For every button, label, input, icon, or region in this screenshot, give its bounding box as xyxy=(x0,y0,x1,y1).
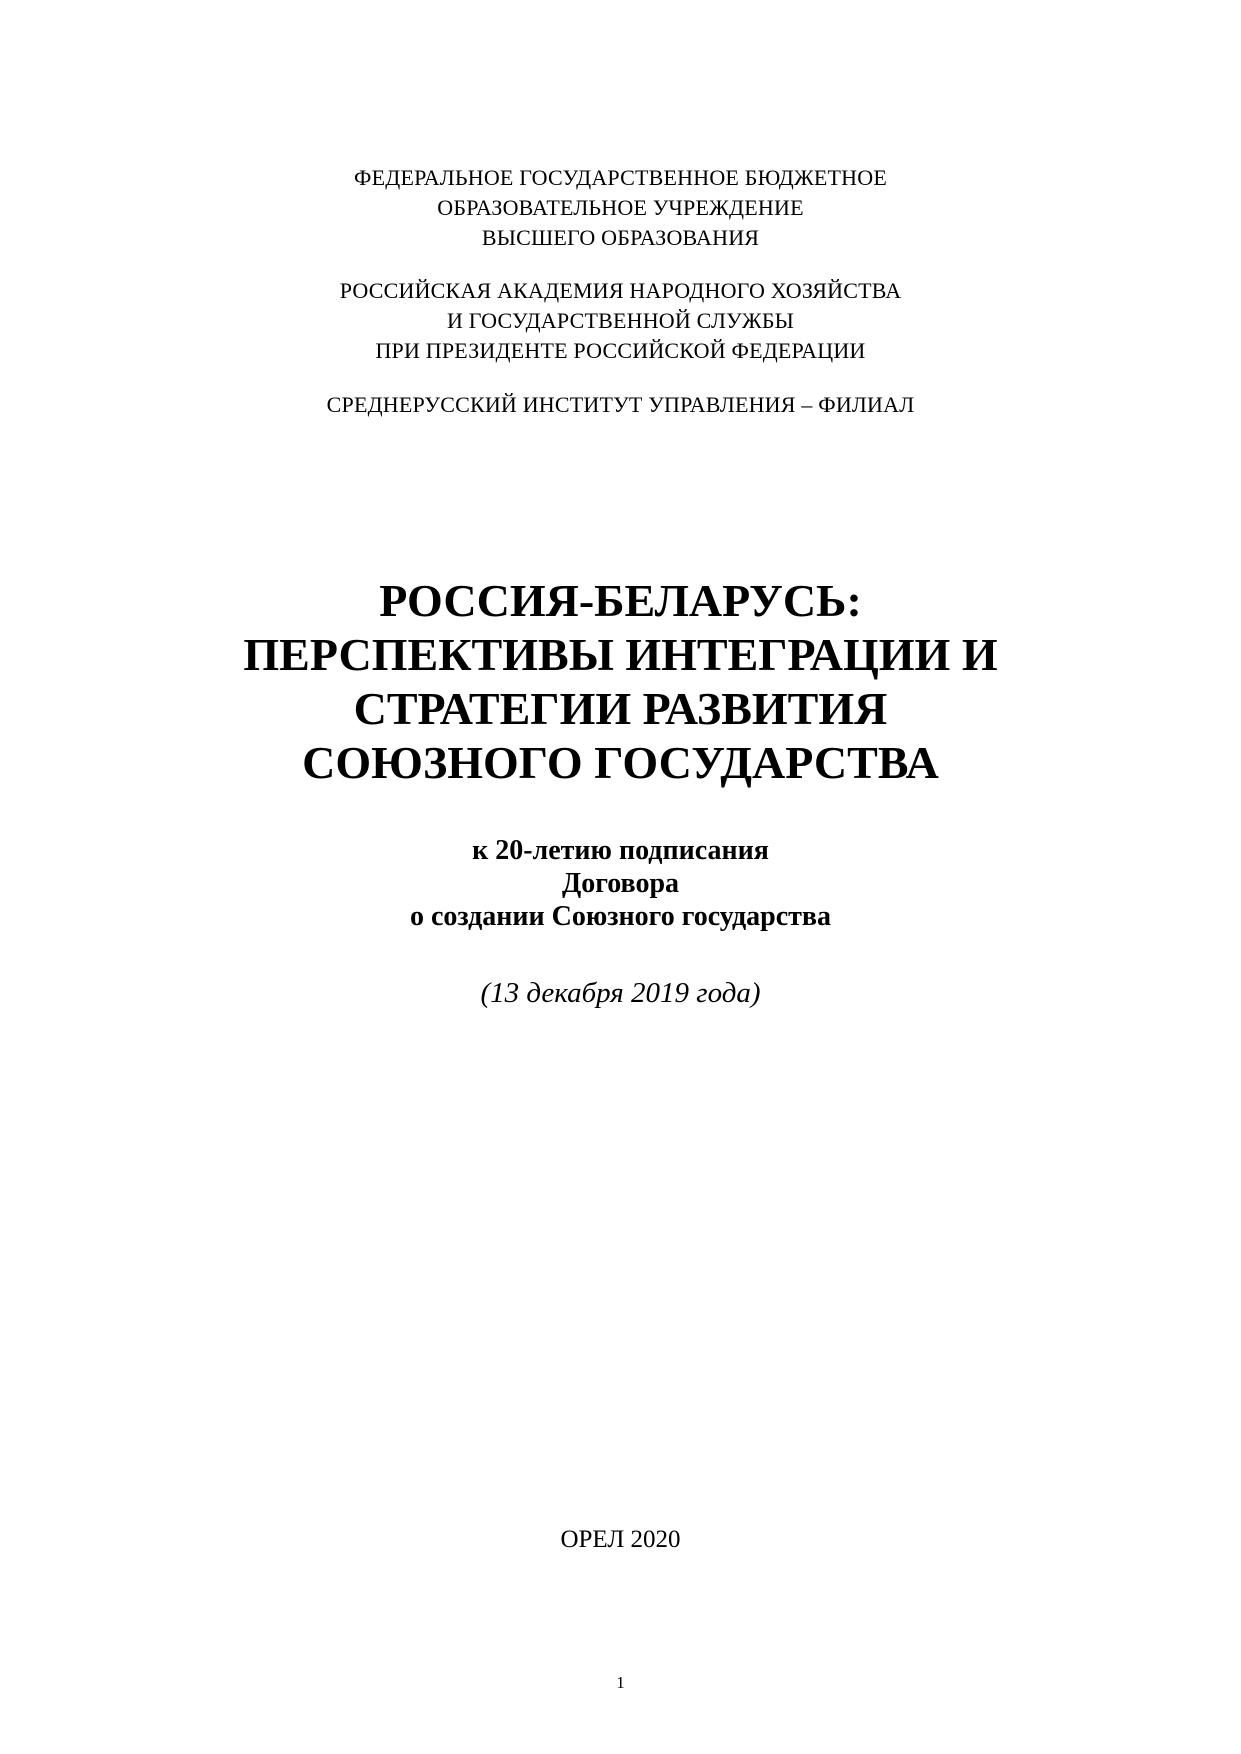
academy-line: И ГОСУДАРСТВЕННОЙ СЛУЖБЫ xyxy=(446,308,795,333)
institution-line: ОБРАЗОВАТЕЛЬНОЕ УЧРЕЖДЕНИЕ xyxy=(437,195,804,220)
page-number: 1 xyxy=(616,1673,625,1692)
institution-line: ФЕДЕРАЛЬНОЕ ГОСУДАРСТВЕННОЕ БЮДЖЕТНОЕ xyxy=(354,165,887,190)
academy-name-block xyxy=(0,276,1241,366)
academy-line: ПРИ ПРЕЗИДЕНТЕ РОССИЙСКОЙ ФЕДЕРАЦИИ xyxy=(375,338,866,363)
document-title xyxy=(0,574,1241,790)
event-date: (13 декабря 2019 года) xyxy=(480,977,761,1009)
title-line: СТРАТЕГИИ РАЗВИТИЯ xyxy=(353,683,888,734)
document-subtitle xyxy=(0,834,1241,933)
title-line: СОЮЗНОГО ГОСУДАРСТВА xyxy=(302,737,939,788)
branch-name-block xyxy=(0,390,1241,420)
subtitle-line: к 20-летию подписания xyxy=(472,835,769,866)
title-line: ПЕРСПЕКТИВЫ ИНТЕГРАЦИИ И xyxy=(243,629,998,680)
institution-line: ВЫСШЕГО ОБРАЗОВАНИЯ xyxy=(481,225,760,250)
city-year: ОРЕЛ 2020 xyxy=(560,1526,681,1553)
academy-line: РОССИЙСКАЯ АКАДЕМИЯ НАРОДНОГО ХОЗЯЙСТВА xyxy=(339,278,902,303)
title-line: РОССИЯ-БЕЛАРУСЬ: xyxy=(379,575,862,626)
institution-type-block xyxy=(0,163,1241,253)
subtitle-line: о создании Союзного государства xyxy=(409,901,832,932)
branch-line: СРЕДНЕРУССКИЙ ИНСТИТУТ УПРАВЛЕНИЯ – ФИЛИАЛ xyxy=(326,392,915,417)
subtitle-line: Договора xyxy=(561,868,680,899)
